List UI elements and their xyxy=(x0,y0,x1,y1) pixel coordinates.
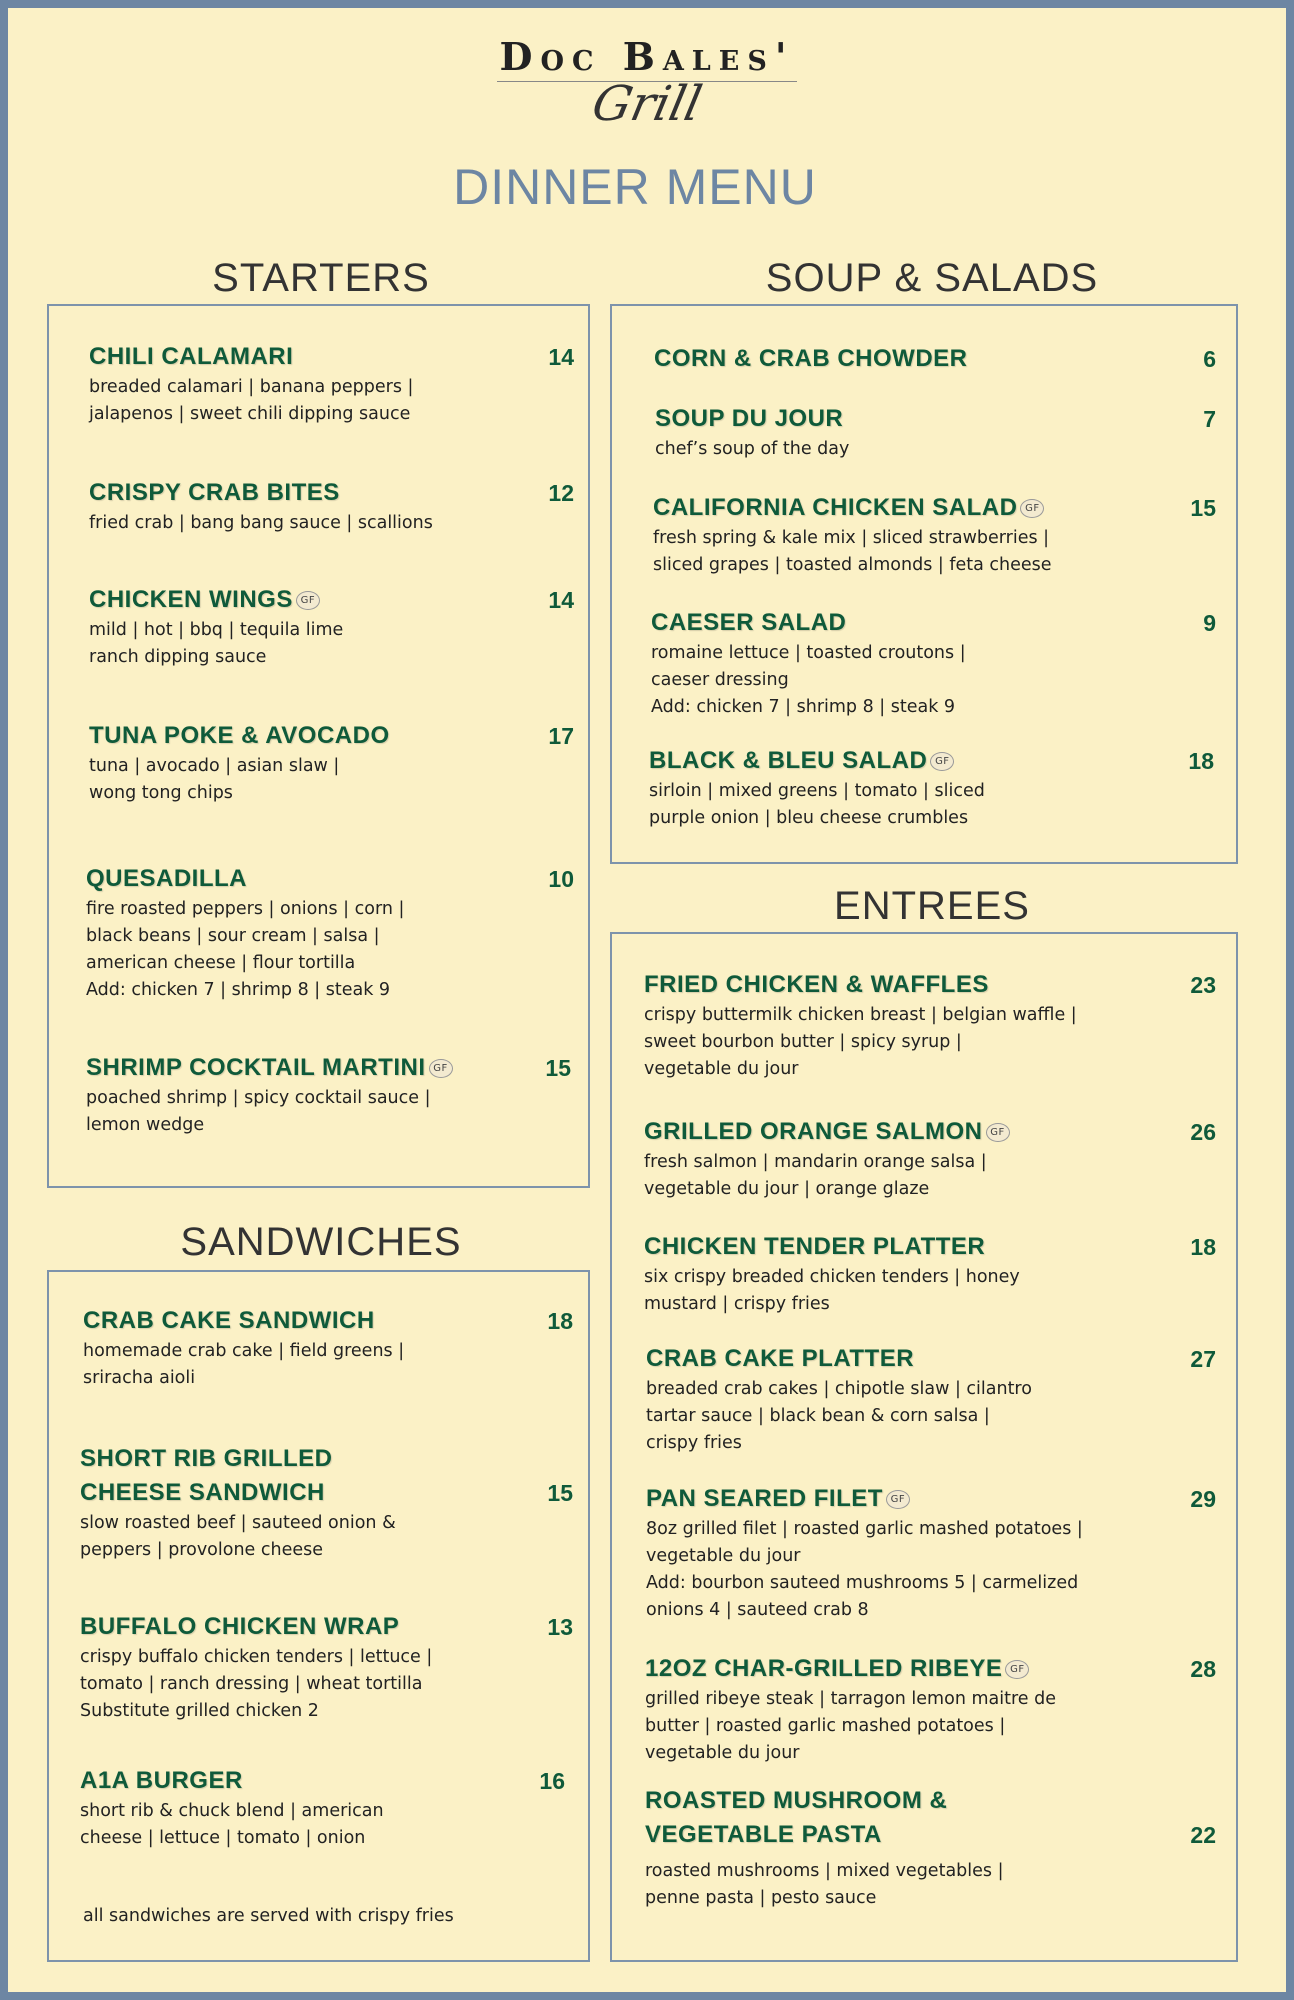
item-price: 7 xyxy=(1203,406,1216,432)
item-desc: purple onion | bleu cheese crumbles xyxy=(649,808,969,828)
item-desc: wong tong chips xyxy=(89,783,233,803)
soup-salads-box xyxy=(610,304,1238,864)
item-price: 29 xyxy=(1190,1486,1216,1512)
menu-item xyxy=(646,1342,1216,1457)
item-price: 15 xyxy=(547,1480,573,1506)
sandwich-note: all sandwiches are served with crispy fries xyxy=(83,1906,454,1926)
item-name: CRAB CAKE PLATTER xyxy=(646,1345,915,1372)
item-price: 27 xyxy=(1190,1346,1216,1372)
item-desc: sirloin | mixed greens | tomato | sliced xyxy=(649,781,985,801)
gluten-free-badge: GF xyxy=(886,1490,910,1509)
item-desc: Add: chicken 7 | shrimp 8 | steak 9 xyxy=(86,980,391,1000)
item-desc: sliced grapes | toasted almonds | feta cheese xyxy=(653,555,1052,575)
menu-item xyxy=(80,1610,573,1725)
item-price: 18 xyxy=(1190,1234,1216,1260)
item-desc: tuna | avocado | asian slaw | xyxy=(89,756,340,776)
item-desc: sweet bourbon butter | spicy syrup | xyxy=(644,1032,962,1052)
item-price: 13 xyxy=(547,1614,573,1640)
item-name: QUESADILLA xyxy=(86,865,247,892)
item-desc: short rib & chuck blend | american xyxy=(80,1801,384,1821)
item-price: 9 xyxy=(1203,610,1216,636)
item-name: 12OZ CHAR-GRILLED RIBEYE xyxy=(645,1655,1003,1682)
item-name: CHICKEN WINGS xyxy=(89,586,293,613)
item-name: BUFFALO CHICKEN WRAP xyxy=(80,1613,400,1640)
item-desc: tartar sauce | black bean & corn salsa | xyxy=(646,1406,990,1426)
item-desc: 8oz grilled filet | roasted garlic mashed potatoes | xyxy=(646,1519,1083,1539)
item-price: 6 xyxy=(1203,346,1216,372)
gluten-free-badge: GF xyxy=(930,752,954,771)
item-name: PAN SEARED FILET xyxy=(646,1485,883,1512)
item-desc: Add: bourbon sauteed mushrooms 5 | carmelized xyxy=(646,1573,1079,1593)
item-price: 18 xyxy=(547,1308,573,1334)
item-name: A1A BURGER xyxy=(80,1767,243,1794)
starters-title: STARTERS xyxy=(212,256,430,300)
gluten-free-badge: GF xyxy=(1005,1660,1029,1679)
item-desc: crispy buffalo chicken tenders | lettuce | xyxy=(80,1647,433,1667)
item-price: 28 xyxy=(1190,1656,1216,1682)
menu-item xyxy=(83,1304,573,1392)
menu-item xyxy=(89,340,574,428)
item-price: 14 xyxy=(548,344,574,370)
item-price: 15 xyxy=(545,1055,571,1081)
item-desc: mild | hot | bbq | tequila lime xyxy=(89,620,344,640)
item-desc: vegetable du jour xyxy=(646,1546,801,1566)
menu-item xyxy=(651,606,1216,721)
item-desc: six crispy breaded chicken tenders | honey xyxy=(644,1267,1020,1287)
item-desc: homemade crab cake | field greens | xyxy=(83,1341,405,1361)
menu-item xyxy=(644,1115,1216,1203)
menu-item xyxy=(89,719,574,807)
item-desc: tomato | ranch dressing | wheat tortilla xyxy=(80,1674,423,1694)
menu-item xyxy=(86,1051,571,1139)
item-name-line2: CHEESE SANDWICH xyxy=(80,1479,325,1506)
item-name: CHICKEN TENDER PLATTER xyxy=(644,1233,986,1260)
item-desc: american cheese | flour tortilla xyxy=(86,953,356,973)
item-desc: penne pasta | pesto sauce xyxy=(645,1888,877,1908)
item-name: CRAB CAKE SANDWICH xyxy=(83,1307,375,1334)
item-name: ROASTED MUSHROOM & xyxy=(645,1787,948,1814)
gluten-free-badge: GF xyxy=(986,1123,1010,1142)
menu-page xyxy=(8,8,1286,1992)
gluten-free-badge: GF xyxy=(296,591,320,610)
menu-item xyxy=(649,744,1214,832)
item-price: 10 xyxy=(548,866,574,892)
menu-item xyxy=(654,342,1216,376)
logo-grill: Grill xyxy=(587,76,707,132)
item-desc: slow roasted beef | sauteed onion & xyxy=(80,1513,396,1533)
menu-item xyxy=(80,1442,573,1564)
item-desc: jalapenos | sweet chili dipping sauce xyxy=(89,404,411,424)
item-desc: lemon wedge xyxy=(86,1115,205,1135)
item-desc: sriracha aioli xyxy=(83,1368,196,1388)
item-desc: roasted mushrooms | mixed vegetables | xyxy=(645,1861,1004,1881)
item-desc: onions 4 | sauteed crab 8 xyxy=(646,1600,869,1620)
menu-item xyxy=(644,1230,1216,1318)
entrees-box xyxy=(610,932,1238,1962)
item-name: CALIFORNIA CHICKEN SALAD xyxy=(653,494,1018,521)
starters-box xyxy=(47,304,590,1188)
item-desc: peppers | provolone cheese xyxy=(80,1540,324,1560)
item-price: 15 xyxy=(1190,495,1216,521)
item-desc: fried crab | bang bang sauce | scallions xyxy=(89,513,433,533)
item-price: 16 xyxy=(539,1768,565,1794)
item-desc: crispy buttermilk chicken breast | belgian waffle | xyxy=(644,1005,1077,1025)
item-name: CRISPY CRAB BITES xyxy=(89,479,340,506)
item-desc: butter | roasted garlic mashed potatoes | xyxy=(645,1716,1006,1736)
item-desc: vegetable du jour xyxy=(644,1059,799,1079)
menu-item xyxy=(80,1764,565,1852)
item-price: 14 xyxy=(548,587,574,613)
item-name: CHILI CALAMARI xyxy=(89,343,294,370)
item-desc: caeser dressing xyxy=(651,670,789,690)
item-price: 18 xyxy=(1188,748,1214,774)
item-desc: vegetable du jour xyxy=(645,1743,800,1763)
item-desc: chef’s soup of the day xyxy=(655,439,850,459)
item-desc: ranch dipping sauce xyxy=(89,647,267,667)
item-name: GRILLED ORANGE SALMON xyxy=(644,1118,983,1145)
sandwiches-box xyxy=(47,1270,590,1962)
menu-item xyxy=(86,862,574,1004)
item-name-line2: VEGETABLE PASTA xyxy=(645,1821,882,1848)
item-name: BLACK & BLEU SALAD xyxy=(649,747,928,774)
menu-title: DINNER MENU xyxy=(453,159,817,215)
menu-item xyxy=(644,968,1216,1083)
item-desc: romaine lettuce | toasted croutons | xyxy=(651,643,966,663)
item-desc: mustard | crispy fries xyxy=(644,1294,830,1314)
logo-name: Doc Bales' xyxy=(499,34,795,79)
item-price: 22 xyxy=(1190,1822,1216,1848)
soup-salads-title: SOUP & SALADS xyxy=(765,256,1099,300)
item-desc: Substitute grilled chicken 2 xyxy=(80,1701,319,1721)
sandwiches-title: SANDWICHES xyxy=(180,1220,462,1264)
item-price: 12 xyxy=(548,480,574,506)
item-desc: fresh salmon | mandarin orange salsa | xyxy=(644,1152,987,1172)
item-desc: breaded crab cakes | chipotle slaw | cilantro xyxy=(646,1379,1032,1399)
item-desc: poached shrimp | spicy cocktail sauce | xyxy=(86,1088,431,1108)
item-price: 26 xyxy=(1190,1119,1216,1145)
item-name: FRIED CHICKEN & WAFFLES xyxy=(644,971,989,998)
gluten-free-badge: GF xyxy=(429,1059,453,1078)
item-desc: Add: chicken 7 | shrimp 8 | steak 9 xyxy=(651,697,956,717)
item-desc: black beans | sour cream | salsa | xyxy=(86,926,380,946)
menu-item xyxy=(89,476,574,537)
item-desc: breaded calamari | banana peppers | xyxy=(89,377,414,397)
item-desc: grilled ribeye steak | tarragon lemon maitre de xyxy=(645,1689,1056,1709)
entrees-title: ENTREES xyxy=(834,884,1030,928)
item-price: 23 xyxy=(1190,972,1216,998)
item-desc: crispy fries xyxy=(646,1433,742,1453)
item-name: TUNA POKE & AVOCADO xyxy=(89,722,390,749)
item-desc: fire roasted peppers | onions | corn | xyxy=(86,899,405,919)
item-name: SHRIMP COCKTAIL MARTINI xyxy=(86,1054,426,1081)
menu-item xyxy=(89,583,574,671)
menu-item xyxy=(655,402,1216,463)
item-name: SHORT RIB GRILLED xyxy=(80,1445,333,1472)
item-desc: vegetable du jour | orange glaze xyxy=(644,1179,930,1199)
menu-item xyxy=(646,1482,1216,1624)
item-desc: fresh spring & kale mix | sliced strawberries | xyxy=(653,528,1050,548)
item-desc: cheese | lettuce | tomato | onion xyxy=(80,1828,366,1848)
gluten-free-badge: GF xyxy=(1020,499,1044,518)
item-price: 17 xyxy=(548,723,574,749)
item-name: SOUP DU JOUR xyxy=(655,405,844,432)
restaurant-logo xyxy=(8,34,1286,132)
menu-item xyxy=(653,491,1216,579)
item-name: CAESER SALAD xyxy=(651,609,847,636)
item-name: CORN & CRAB CHOWDER xyxy=(654,345,968,372)
menu-item xyxy=(645,1784,1216,1912)
menu-item xyxy=(645,1652,1216,1767)
